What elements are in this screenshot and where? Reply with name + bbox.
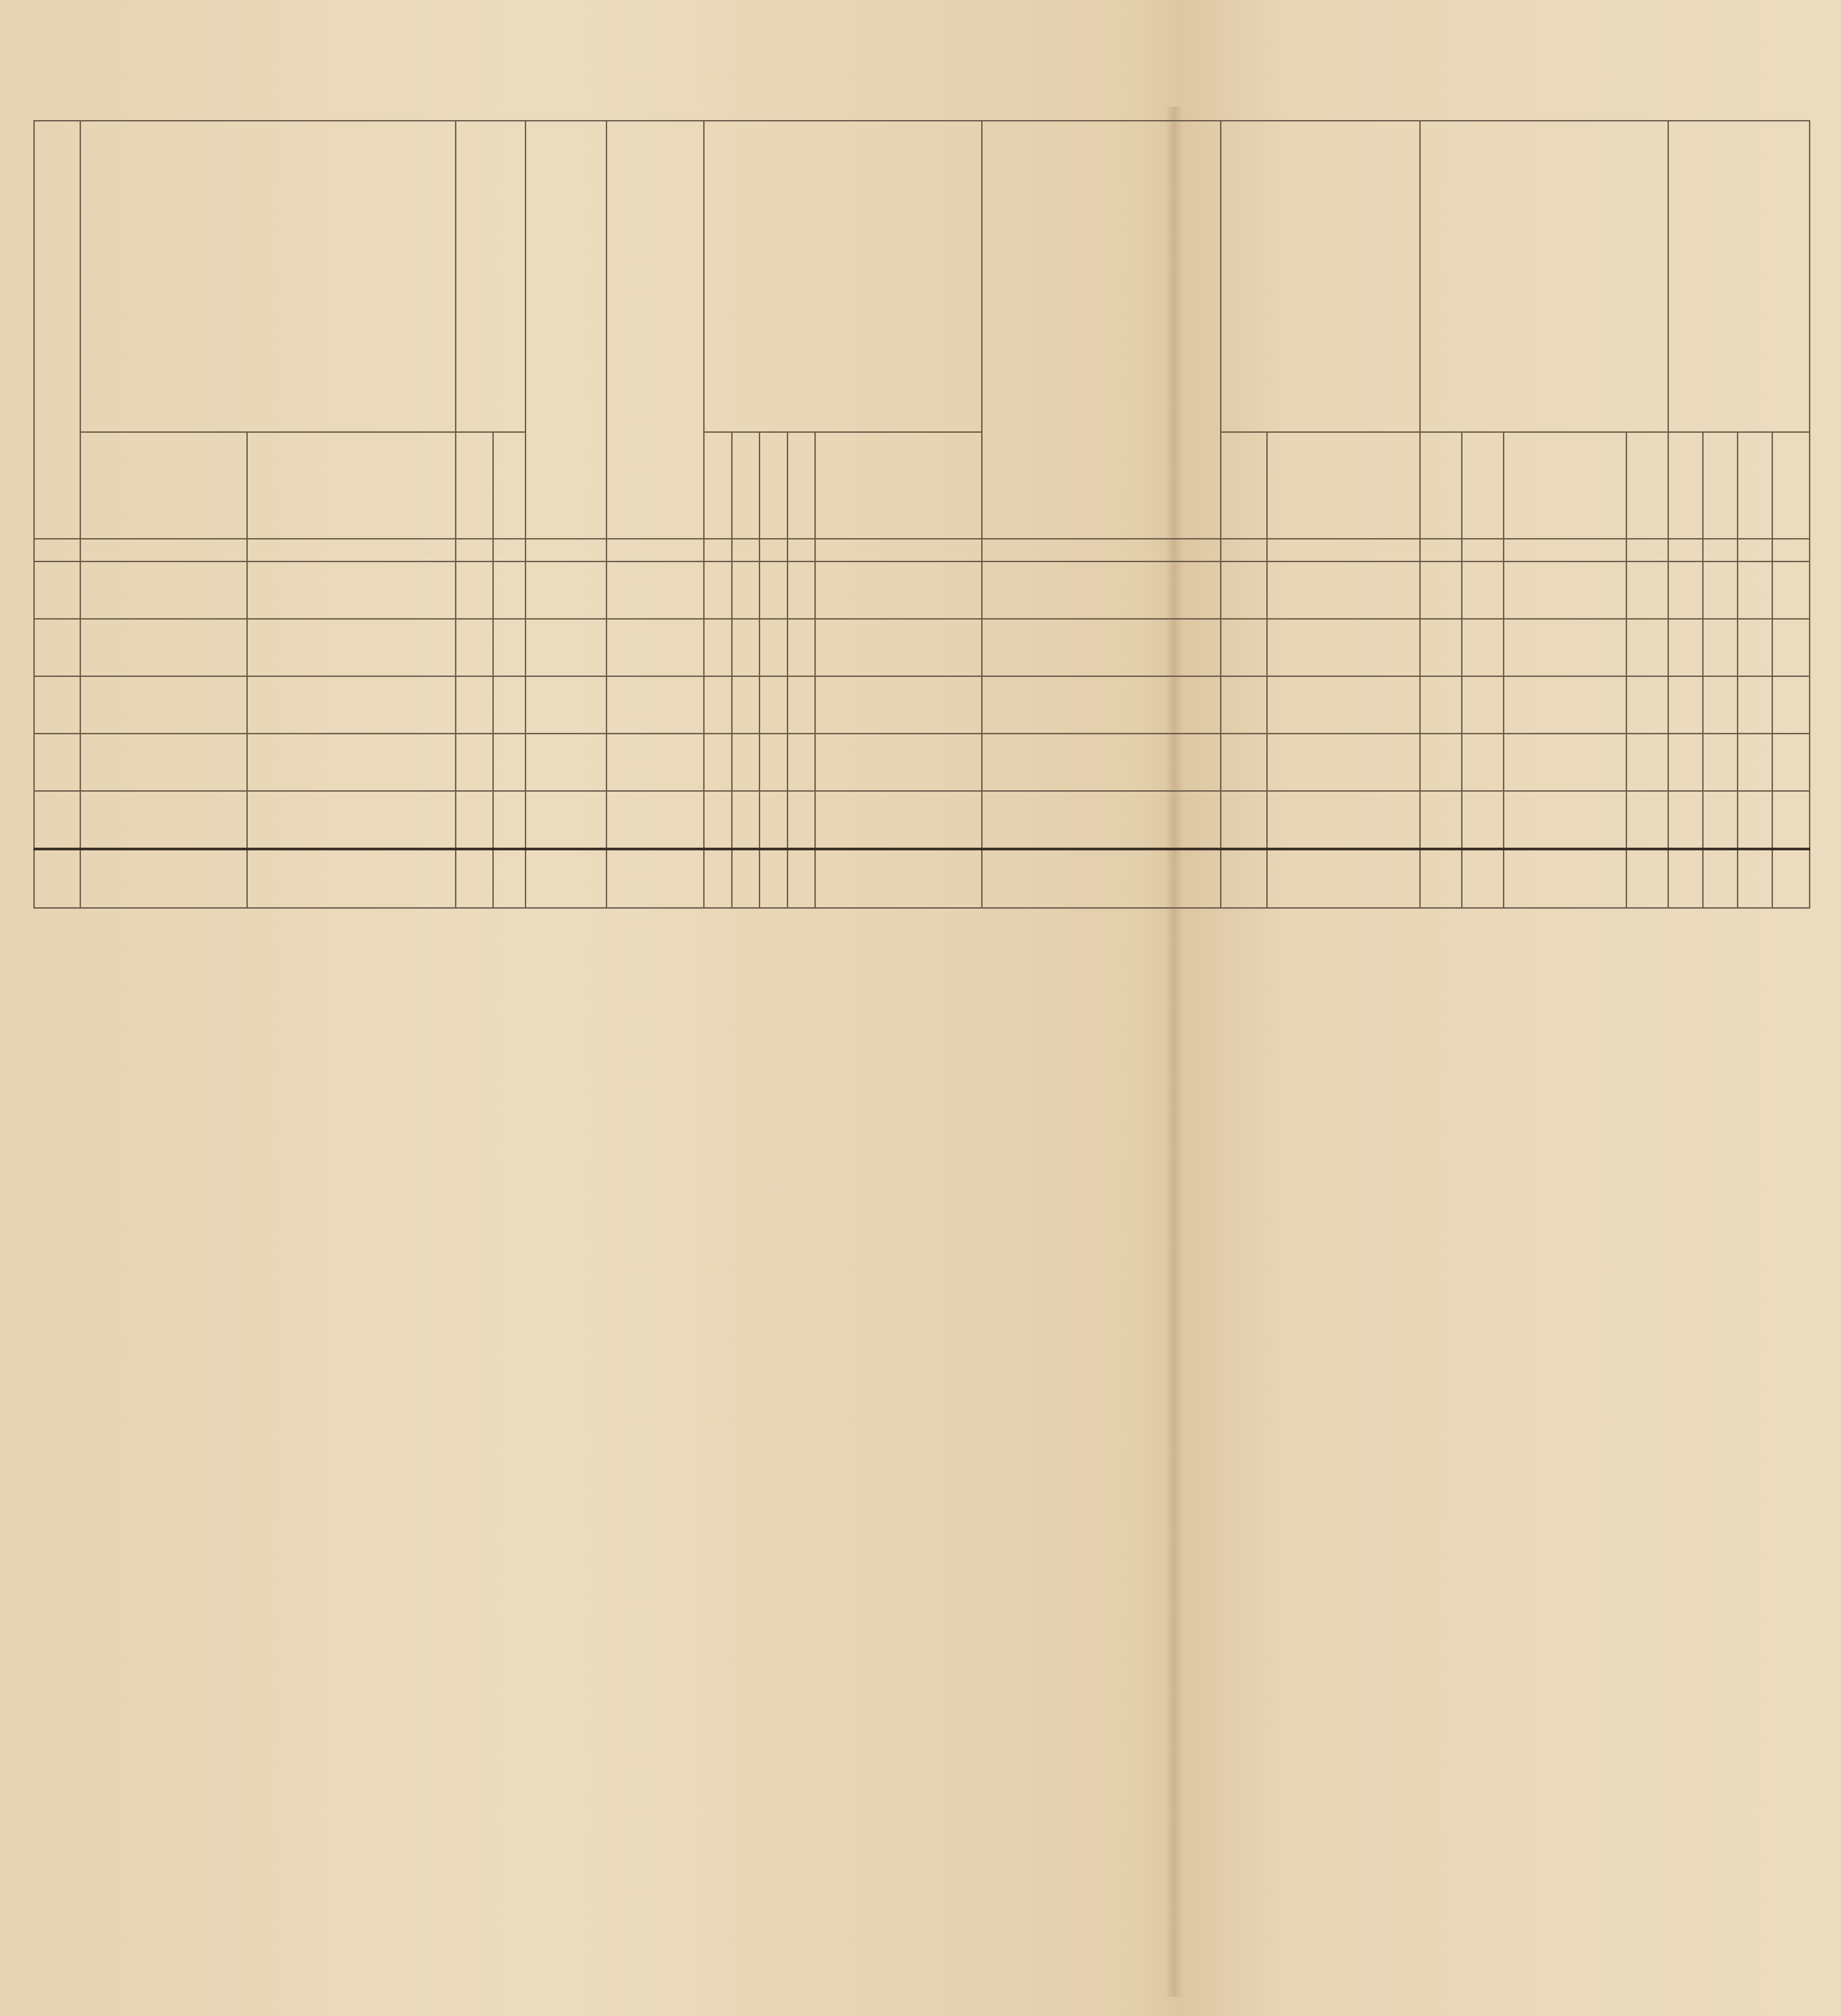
entry-cell-verhaeltnis [815,676,982,734]
entry-cell-nr [34,619,81,676]
header-andere-staaten [1267,432,1420,539]
colnum [1738,539,1773,562]
entry-cell-ledig [704,791,732,849]
header-ordnungsnummer [34,121,81,539]
entry-cell-s19 [1627,676,1668,734]
header-familienname [247,432,456,539]
header-taubstumm [1703,432,1738,539]
entry-cell-gesch [787,791,815,849]
total-m [456,849,493,908]
entry-cell-verh [732,562,760,619]
total-s18 [1503,849,1626,908]
colnum [493,539,525,562]
header-irrsinnig [1773,432,1810,539]
muster-title [33,1641,1810,1690]
total-verh [732,849,760,908]
entry-cell-w [493,676,525,734]
entry-cell-beruf [982,619,1221,676]
entry-cell-verw [760,791,788,849]
entry-cell-s20 [1668,676,1703,734]
entry-cell-verhaeltnis [815,791,982,849]
entry-cell-beruf [982,562,1221,619]
entry-cell-s17 [1462,562,1504,619]
entry-cell-rel [607,734,704,791]
entry-cell-s20 [1668,734,1703,791]
colnum [760,539,788,562]
entry-cell-m [456,619,493,676]
entry-row [34,676,1810,734]
header-verhaeltniss [815,432,982,539]
entry-cell-familienname [247,619,456,676]
colnum [1462,539,1504,562]
entry-cell-s22 [1738,619,1773,676]
entry-cell-nr [34,676,81,734]
entry-cell-s18 [1503,619,1626,676]
header-maengel-block [1668,121,1809,432]
entry-cell-s17 [1462,619,1504,676]
entry-cell-vorname [81,619,247,676]
entry-cell-verh [732,619,760,676]
total-andere [1267,849,1420,908]
entry-cell-verw [760,619,788,676]
entry-cell-w [493,734,525,791]
total-s19 [1627,849,1668,908]
colnum [247,539,456,562]
entry-cell-s18 [1503,562,1626,619]
entry-cell-gesch [787,562,815,619]
entry-cell-andere [1267,676,1420,734]
entry-cell-s17 [1462,734,1504,791]
entry-cell-ledig [704,676,732,734]
census-table [33,120,1810,909]
entry-cell-s22 [1738,562,1773,619]
entry-cell-s18 [1503,676,1626,734]
entry-cell-m [456,562,493,619]
header-geschlecht-block [456,121,525,432]
colnum [1627,539,1668,562]
entry-cell-s22 [1738,734,1773,791]
entry-cell-beruf [982,676,1221,734]
entry-cell-s18 [1503,734,1626,791]
colnum [1773,539,1810,562]
colnum [1503,539,1626,562]
total-s23 [1773,849,1810,908]
entry-cell-s23 [1773,676,1810,734]
colnum [704,539,732,562]
entry-cell-jahr [525,619,606,676]
header-name-block [81,121,456,432]
entry-cell-preuss [1221,619,1267,676]
entry-cell-s23 [1773,562,1810,619]
header-col19 [1627,432,1668,539]
entry-cell-ledig [704,562,732,619]
entry-cell-s16 [1420,734,1462,791]
total-s20 [1668,849,1703,908]
total-empty [982,849,1221,908]
entry-cell-verh [732,676,760,734]
entry-cell-verw [760,676,788,734]
entry-cell-s20 [1668,619,1703,676]
entry-cell-preuss [1221,676,1267,734]
header-col17 [1462,432,1504,539]
entry-cell-nr [34,562,81,619]
entry-cell-ledig [704,734,732,791]
total-empty [81,849,247,908]
entry-cell-s17 [1462,791,1504,849]
entry-cell-verhaeltnis [815,734,982,791]
entry-cell-s22 [1738,676,1773,734]
entry-cell-preuss [1221,562,1267,619]
entry-cell-s16 [1420,562,1462,619]
header-weiblich [493,432,525,539]
header-blind [1668,432,1703,539]
header-col18 [1503,432,1626,539]
header-alter-block [525,121,606,539]
entry-cell-rel [607,791,704,849]
entry-cell-s23 [1773,734,1810,791]
entry-cell-s16 [1420,676,1462,734]
entry-cell-s21 [1703,676,1738,734]
entry-cell-ledig [704,619,732,676]
header-row [34,121,1810,432]
entry-cell-andere [1267,791,1420,849]
entry-cell-s23 [1773,619,1810,676]
entry-cell-rel [607,619,704,676]
entry-cell-vorname [81,734,247,791]
entry-cell-familienname [247,791,456,849]
entry-cell-s22 [1738,791,1773,849]
colnum [525,539,606,562]
colnum [1221,539,1267,562]
total-empty [760,849,788,908]
total-w [493,849,525,908]
colnum [1420,539,1462,562]
entry-cell-gesch [787,734,815,791]
entry-cell-s16 [1420,619,1462,676]
column-number-row [34,539,1810,562]
header-staat-block [1221,121,1420,432]
colnum [81,539,247,562]
entry-cell-beruf [982,791,1221,849]
header-preuss [1221,432,1267,539]
entry-cell-vorname [81,562,247,619]
entry-cell-andere [1267,734,1420,791]
totals-row [34,849,1810,908]
total-s21 [1703,849,1738,908]
entry-cell-jahr [525,562,606,619]
colnum [34,539,81,562]
entry-cell-w [493,791,525,849]
subheader-row [34,432,1810,539]
entry-cell-rel [607,562,704,619]
entry-cell-s17 [1462,676,1504,734]
entry-cell-jahr [525,791,606,849]
header-ledig [704,432,732,539]
entry-cell-m [456,676,493,734]
entry-cell-s20 [1668,791,1703,849]
entry-cell-nr [34,734,81,791]
colnum [1703,539,1738,562]
colnum [1668,539,1703,562]
entry-cell-s19 [1627,734,1668,791]
entry-cell-s23 [1773,791,1810,849]
entry-cell-verw [760,734,788,791]
entry-cell-andere [1267,562,1420,619]
header-geschieden [787,432,815,539]
entry-cell-m [456,734,493,791]
header-bloedsinnig [1738,432,1773,539]
entry-cell-s19 [1627,791,1668,849]
total-empty [607,849,704,908]
colnum [815,539,982,562]
entry-cell-verh [732,791,760,849]
entry-cell-s19 [1627,562,1668,619]
header-religion-block [607,121,704,539]
colnum [732,539,760,562]
entry-cell-s21 [1703,791,1738,849]
total-s17 [1462,849,1504,908]
entry-row [34,562,1810,619]
total-s22 [1738,849,1773,908]
colnum [787,539,815,562]
entry-cell-s21 [1703,619,1738,676]
entry-cell-s16 [1420,791,1462,849]
entry-cell-jahr [525,676,606,734]
total-empty [815,849,982,908]
total-ledig [704,849,732,908]
entry-cell-vorname [81,791,247,849]
colnum [1267,539,1420,562]
header-col16 [1420,432,1462,539]
entry-cell-w [493,619,525,676]
entry-cell-nr [34,791,81,849]
entry-cell-familienname [247,734,456,791]
header-beruf-block [982,121,1221,539]
entry-cell-s21 [1703,562,1738,619]
header-maennlich [456,432,493,539]
total-empty [247,849,456,908]
total-preuss [1221,849,1267,908]
entry-cell-verh [732,734,760,791]
colnum [607,539,704,562]
colnum [456,539,493,562]
entry-cell-verw [760,562,788,619]
header-vorname [81,432,247,539]
entry-cell-m [456,791,493,849]
entry-cell-s20 [1668,562,1703,619]
entry-cell-andere [1267,619,1420,676]
header-verehelicht [732,432,760,539]
header-aufenthalt-block [1420,121,1668,432]
header-verwittwet [760,432,788,539]
entry-row [34,734,1810,791]
entry-cell-jahr [525,734,606,791]
entry-cell-preuss [1221,734,1267,791]
entry-row [34,791,1810,849]
total-empty [525,849,606,908]
entry-cell-verhaeltnis [815,619,982,676]
total-s16 [1420,849,1462,908]
colnum [982,539,1221,562]
header-familienstand-block [704,121,982,432]
entry-cell-s19 [1627,619,1668,676]
entry-cell-rel [607,676,704,734]
total-empty [787,849,815,908]
entry-cell-preuss [1221,791,1267,849]
entry-cell-gesch [787,619,815,676]
entry-row [34,619,1810,676]
entry-cell-gesch [787,676,815,734]
entry-cell-w [493,562,525,619]
entry-cell-vorname [81,676,247,734]
entry-cell-s18 [1503,791,1626,849]
total-nr [34,849,81,908]
entry-cell-beruf [982,734,1221,791]
page-title [80,67,1761,120]
entry-cell-familienname [247,676,456,734]
entry-cell-s21 [1703,734,1738,791]
entries-body [34,562,1810,849]
entry-cell-familienname [247,562,456,619]
entry-cell-verhaeltnis [815,562,982,619]
